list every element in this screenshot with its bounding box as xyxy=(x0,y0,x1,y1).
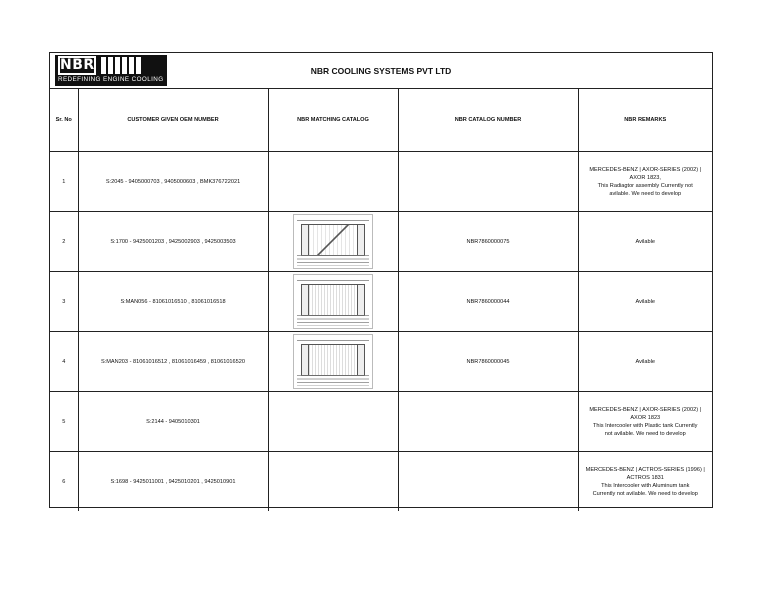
remarks-line: MERCEDES-BENZ | AXOR-SERIES (2002) | xyxy=(589,406,702,413)
remarks-cell xyxy=(578,272,712,332)
catalog-number-cell xyxy=(398,392,578,452)
catalog-image-cell xyxy=(268,272,398,332)
remarks-cell xyxy=(578,332,712,392)
catalog-image-cell xyxy=(268,452,398,512)
sr-no-cell: 3 xyxy=(50,272,78,332)
catalog-number-cell: NBR7860000044 xyxy=(398,272,578,332)
column-header: CUSTOMER GIVEN OEM NUMBER xyxy=(78,89,268,152)
catalog-number-cell: NBR7860000045 xyxy=(398,332,578,392)
catalog-table xyxy=(50,89,712,511)
remarks-line: Avilable xyxy=(635,358,655,365)
sr-no-cell: 5 xyxy=(50,392,78,452)
remarks-cell xyxy=(578,212,712,272)
document-header xyxy=(50,53,712,89)
remarks-line: AXOR 1823 xyxy=(630,414,661,421)
remarks-line: not avilable. We need to develop xyxy=(604,430,686,437)
oem-number-cell: S:2045 - 9405000703 , 9405000603 , BMK376722021 xyxy=(78,152,268,212)
oem-number-cell: S:2144 - 9405010301 xyxy=(78,392,268,452)
catalog-image-cell xyxy=(268,212,398,272)
sr-no-cell: 2 xyxy=(50,212,78,272)
catalog-image-cell xyxy=(268,332,398,392)
table-row xyxy=(50,272,712,332)
radiator-drawing-image xyxy=(293,334,373,389)
column-header: NBR REMARKS xyxy=(578,89,712,152)
remarks-line: This Intercooler with Aluminum tank xyxy=(601,482,690,489)
table-row xyxy=(50,392,712,452)
document-sheet xyxy=(49,52,713,508)
logo-wordmark: NBR xyxy=(60,57,95,73)
remarks-line: This Radiagtor assembly Currently not xyxy=(597,182,693,189)
catalog-number-cell xyxy=(398,452,578,512)
column-header: NBR CATALOG NUMBER xyxy=(398,89,578,152)
catalog-image-cell xyxy=(268,392,398,452)
catalog-number-cell: NBR7860000075 xyxy=(398,212,578,272)
catalog-image-cell xyxy=(268,152,398,212)
oem-number-cell: S:MAN203 - 81061016512 , 81061016459 , 81061016520 xyxy=(78,332,268,392)
sr-no-cell: 1 xyxy=(50,152,78,212)
remarks-line: This Intercooler with Plastic tank Currently xyxy=(593,422,698,429)
table-row xyxy=(50,452,712,512)
company-name: NBR COOLING SYSTEMS PVT LTD xyxy=(310,66,452,76)
table-row xyxy=(50,332,712,392)
remarks-line: Avilable xyxy=(635,238,655,245)
remarks-cell xyxy=(578,452,712,512)
logo-tagline: REDEFINING ENGINE COOLING xyxy=(58,76,164,83)
column-header: Sr. No xyxy=(50,89,78,152)
sr-no-cell: 6 xyxy=(50,452,78,512)
table-header-row xyxy=(50,89,712,152)
remarks-cell xyxy=(578,392,712,452)
remarks-line: avilable. We need to develop xyxy=(609,190,682,197)
table-row xyxy=(50,152,712,212)
remarks-line: AXOR 1823, xyxy=(629,174,661,181)
remarks-line: MERCEDES-BENZ | AXOR-SERIES (2002) | xyxy=(589,166,702,173)
remarks-cell xyxy=(578,152,712,212)
oem-number-cell: S:1698 - 9425011001 , 9425010201 , 9425010901 xyxy=(78,452,268,512)
oem-number-cell: S:1700 - 9425001203 , 9425002903 , 9425003503 xyxy=(78,212,268,272)
sr-no-cell: 4 xyxy=(50,332,78,392)
table-row xyxy=(50,212,712,272)
remarks-line: MERCEDES-BENZ | ACTROS-SERIES (1996) | xyxy=(585,466,705,473)
remarks-line: ACTROS 1831 xyxy=(626,474,664,481)
oem-number-cell: S:MAN056 - 81061016510 , 81061016518 xyxy=(78,272,268,332)
radiator-drawing-image xyxy=(293,274,373,329)
radiator-drawing-image xyxy=(293,214,373,269)
column-header: NBR MATCHING CATALOG xyxy=(268,89,398,152)
remarks-line: Currently not avilable. We need to develop xyxy=(592,490,698,497)
remarks-line: Avilable xyxy=(635,298,655,305)
catalog-number-cell xyxy=(398,152,578,212)
